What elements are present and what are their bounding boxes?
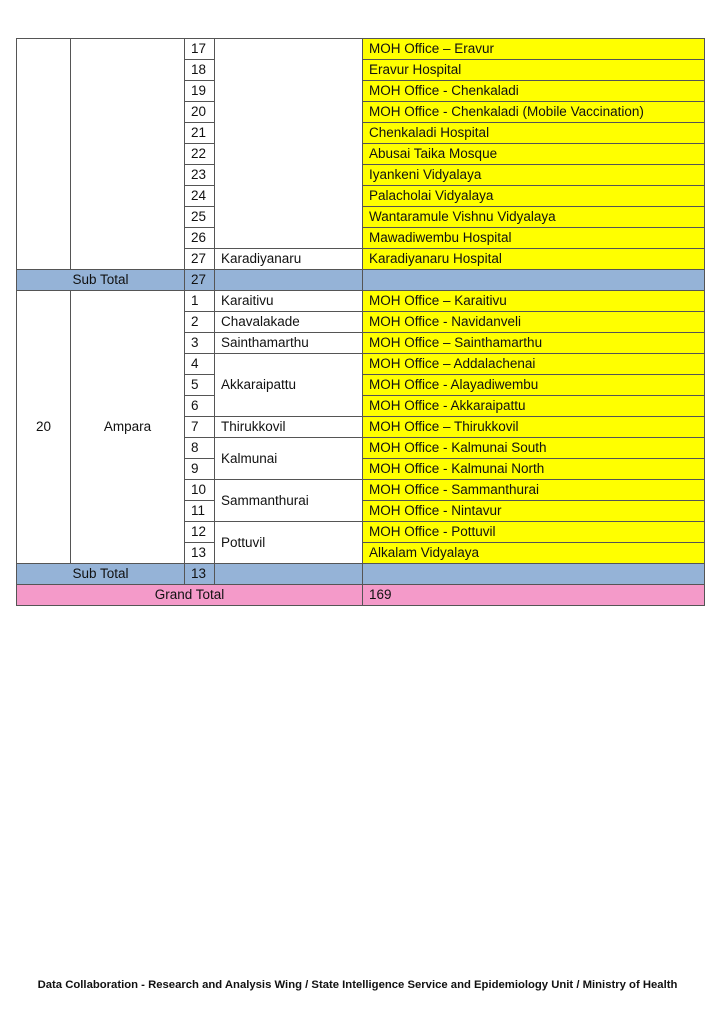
location-cell: MOH Office - Chenkaladi (Mobile Vaccination) [363, 102, 705, 123]
location-cell: Alkalam Vidyalaya [363, 543, 705, 564]
grand-total-label: Grand Total [17, 585, 363, 606]
location-cell: MOH Office - Alayadiwembu [363, 375, 705, 396]
grand-total-value: 169 [363, 585, 705, 606]
location-cell: MOH Office – Eravur [363, 39, 705, 60]
row-number: 6 [185, 396, 215, 417]
location-cell: MOH Office - Chenkaladi [363, 81, 705, 102]
row-number: 13 [185, 543, 215, 564]
subtotal-row [17, 564, 705, 585]
area-cell: Thirukkovil [215, 417, 363, 438]
subtotal-value: 13 [185, 564, 215, 585]
area-cell: Karaitivu [215, 291, 363, 312]
row-number: 1 [185, 291, 215, 312]
table-row [17, 291, 705, 312]
subtotal-label: Sub Total [17, 564, 185, 585]
location-cell: MOH Office - Nintavur [363, 501, 705, 522]
table-row [17, 39, 705, 60]
row-number: 5 [185, 375, 215, 396]
location-cell: MOH Office - Pottuvil [363, 522, 705, 543]
area-cell: Akkaraipattu [215, 354, 363, 417]
district-cell: Ampara [71, 291, 185, 564]
subtotal-empty-cell [215, 270, 363, 291]
row-number: 22 [185, 144, 215, 165]
area-cell: Kalmunai [215, 438, 363, 480]
row-number: 26 [185, 228, 215, 249]
serial-cell: 20 [17, 291, 71, 564]
row-number: 8 [185, 438, 215, 459]
row-number: 21 [185, 123, 215, 144]
subtotal-row [17, 270, 705, 291]
location-cell: MOH Office - Akkaraipattu [363, 396, 705, 417]
serial-cell [17, 39, 71, 270]
row-number: 10 [185, 480, 215, 501]
row-number: 23 [185, 165, 215, 186]
subtotal-empty-cell [363, 270, 705, 291]
location-cell: MOH Office - Kalmunai North [363, 459, 705, 480]
area-cell [215, 39, 363, 249]
vaccination-centres-table [16, 38, 705, 606]
row-number: 9 [185, 459, 215, 480]
row-number: 11 [185, 501, 215, 522]
location-cell: Mawadiwembu Hospital [363, 228, 705, 249]
district-cell [71, 39, 185, 270]
row-number: 27 [185, 249, 215, 270]
row-number: 20 [185, 102, 215, 123]
location-cell: MOH Office - Sammanthurai [363, 480, 705, 501]
row-number: 17 [185, 39, 215, 60]
area-cell: Sammanthurai [215, 480, 363, 522]
subtotal-empty-cell [363, 564, 705, 585]
location-cell: Abusai Taika Mosque [363, 144, 705, 165]
location-cell: Karadiyanaru Hospital [363, 249, 705, 270]
row-number: 24 [185, 186, 215, 207]
location-cell: MOH Office – Sainthamarthu [363, 333, 705, 354]
location-cell: MOH Office – Thirukkovil [363, 417, 705, 438]
location-cell: Palacholai Vidyalaya [363, 186, 705, 207]
subtotal-label: Sub Total [17, 270, 185, 291]
location-cell: MOH Office – Karaitivu [363, 291, 705, 312]
location-cell: Chenkaladi Hospital [363, 123, 705, 144]
location-cell: Iyankeni Vidyalaya [363, 165, 705, 186]
subtotal-value: 27 [185, 270, 215, 291]
location-cell: MOH Office - Kalmunai South [363, 438, 705, 459]
location-cell: MOH Office – Addalachenai [363, 354, 705, 375]
row-number: 4 [185, 354, 215, 375]
location-cell: Eravur Hospital [363, 60, 705, 81]
row-number: 18 [185, 60, 215, 81]
row-number: 25 [185, 207, 215, 228]
grand-total-row [17, 585, 705, 606]
area-cell: Chavalakade [215, 312, 363, 333]
row-number: 19 [185, 81, 215, 102]
row-number: 3 [185, 333, 215, 354]
area-cell: Sainthamarthu [215, 333, 363, 354]
area-cell: Pottuvil [215, 522, 363, 564]
page-footer: Data Collaboration - Research and Analysis Wing / State Intelligence Service and Epidemiology Unit / Ministry of Health [37, 979, 678, 991]
row-number: 2 [185, 312, 215, 333]
area-cell: Karadiyanaru [215, 249, 363, 270]
subtotal-empty-cell [215, 564, 363, 585]
row-number: 7 [185, 417, 215, 438]
location-cell: MOH Office - Navidanveli [363, 312, 705, 333]
location-cell: Wantaramule Vishnu Vidyalaya [363, 207, 705, 228]
row-number: 12 [185, 522, 215, 543]
